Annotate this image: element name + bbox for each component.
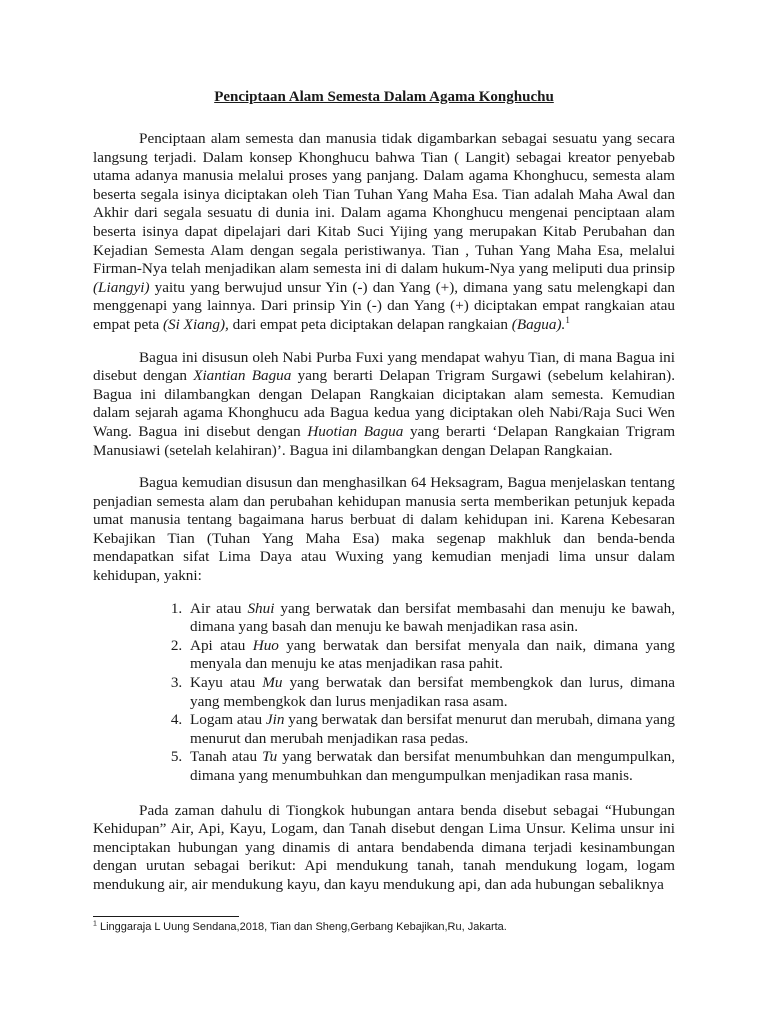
list-item-text: yang berwatak dan bersifat menurut dan merubah, dimana yang menurut dan merubah menjadikan rasa pedas.	[190, 711, 675, 747]
list-item	[186, 637, 675, 674]
footnote	[93, 920, 693, 934]
document-body	[93, 130, 675, 909]
paragraph-1	[93, 130, 675, 335]
list-item-text: yang berwatak dan bersifat membengkok dan lurus, dimana yang membengkok dan lurus menjadikan rasa asam.	[190, 674, 675, 710]
list-item-term: Jin	[265, 711, 285, 729]
term-xiantian-bagua: Xiantian Bagua	[193, 367, 292, 385]
list-item	[186, 600, 675, 637]
p1-text-b: yaitu yang berwujud unsur Yin (-) dan Yang (+), dimana yang satu melengkapi dan menggenapi yang lainnya. Dari prinsip Yin (-) dan Yang (+) diciptakan empat rangkaian atau empat peta	[93, 278, 675, 333]
term-huotian-bagua: Huotian Bagua	[307, 422, 404, 440]
list-item-text: Api atau	[190, 636, 253, 654]
paragraph-3: Bagua kemudian disusun dan menghasilkan 64 Heksagram, Bagua menjelaskan tentang penjadian semesta alam dan perubahan kehidupan manusia serta memberikan petunjuk kepada umat manusia tentang bagaimana harus berbuat di dalam kehidupan ini. Karena Kebesaran Kebajikan Tian (Tuhan Yang Maha Esa) maka segenap makhluk dan benda-benda mendapatkan sifat Lima Daya atau Wuxing yang kemudian menjadi lima unsur dalam kehidupan, yakni:	[93, 474, 675, 585]
p2-text-c: yang berarti ‘Delapan Rangkaian Trigram Manusiawi (setelah kelahiran)’. Bagua ini dilambangkan dengan Delapan Rangkaian.	[93, 422, 676, 459]
footnote-text: Linggaraja L Uung Sendana,2018, Tian dan Sheng,Gerbang Kebajikan,Ru, Jakarta.	[96, 921, 507, 933]
list-item-term: Huo	[252, 636, 279, 654]
list-item-term: Mu	[262, 674, 283, 692]
paragraph-2	[93, 349, 675, 461]
list-item-text: yang berwatak dan bersifat menyala dan naik, dimana yang menyala dan menuju ke atas menjadikan rasa pahit.	[190, 636, 676, 673]
five-elements-list	[93, 600, 675, 786]
paragraph-4: Pada zaman dahulu di Tiongkok hubungan antara benda disebut sebagai “Hubungan Kehidupan” Air, Api, Kayu, Logam, dan Tanah disebut dengan Lima Unsur. Kelima unsur ini menciptakan hubungan yang dinamis di antara bendabenda dimana terjadi kesinambungan dengan urutan sebagai berikut: Api mendukung tanah, tanah mendukung logam, logam mendukung air, air mendukung kayu, dan kayu mendukung api, dan ada hubungan sebaliknya	[93, 801, 675, 893]
list-item-text: yang berwatak dan bersifat menumbuhkan dan mengumpulkan, dimana yang menumbuhkan dan mengumpulkan menjadikan rasa manis.	[190, 748, 676, 784]
footnote-reference[interactable]: 1	[565, 314, 570, 325]
p1-text-a: Penciptaan alam semesta dan manusia tidak digambarkan sebagai sesuatu yang secara langsung terjadi. Dalam konsep Khonghucu bahwa Tian ( Langit) sebagai kreator penyebab utama adanya manusia melalui proses yang panjang. Dalam agama Khonghucu, semesta alam beserta segala isinya diciptakan oleh Tian Tuhan Yang Maha Esa. Tian adalah Maha Awal dan Akhir dari segala sesuatu di dunia ini. Dalam agama Khonghucu mengenai penciptaan alam beserta isinya dapat dipelajari dari Kitab Suci Yijing yang merupakan Kitab Perubahan dan Kejadian Semesta Alam dengan segala peristiwanya. Tian , Tuhan Yang Maha Esa, melalui Firman-Nya telah menjadikan alam semesta ini di dalam hukum-Nya yang meliputi dua prinsip	[93, 130, 675, 278]
p2-text-a: Bagua ini disusun oleh Nabi Purba Fuxi yang mendapat wahyu Tian, di mana Bagua ini disebut dengan	[93, 348, 675, 385]
term-sixiang: (Si Xiang),	[163, 315, 229, 333]
document-title: Penciptaan Alam Semesta Dalam Agama Konghuchu	[214, 89, 554, 105]
list-item-text: Air atau	[190, 599, 248, 617]
list-item-text: yang berwatak dan bersifat membasahi dan menuju ke bawah, dimana yang basah dan menuju ke bawah menjadikan rasa asin.	[190, 599, 675, 636]
list-item-term: Shui	[247, 599, 275, 617]
list-item	[186, 711, 675, 748]
list-item-term: Tu	[262, 748, 278, 766]
footnote-mark: 1	[93, 920, 97, 928]
footnote-separator	[93, 916, 239, 917]
term-liangyi: (Liangyi)	[93, 278, 150, 296]
p2-text-b: yang berarti Delapan Trigram Surgawi (sebelum kelahiran). Bagua ini dilambangkan dengan Delapan Rangkaian diciptakan alam semesta. Kemudian dalam sejarah agama Khonghucu ada Bagua kedua yang diciptakan oleh Nabi/Raja Suci Wen Wang. Bagua ini disebut dengan	[93, 367, 675, 440]
list-item	[186, 748, 675, 785]
list-item-text: Tanah atau	[190, 748, 263, 766]
list-item	[186, 674, 675, 711]
term-bagua: (Bagua).	[511, 315, 566, 333]
p1-text-c: dari empat peta diciptakan delapan rangkaian	[228, 315, 512, 333]
list-item-text: Kayu atau	[190, 674, 263, 692]
list-item-text: Logam atau	[190, 711, 266, 729]
